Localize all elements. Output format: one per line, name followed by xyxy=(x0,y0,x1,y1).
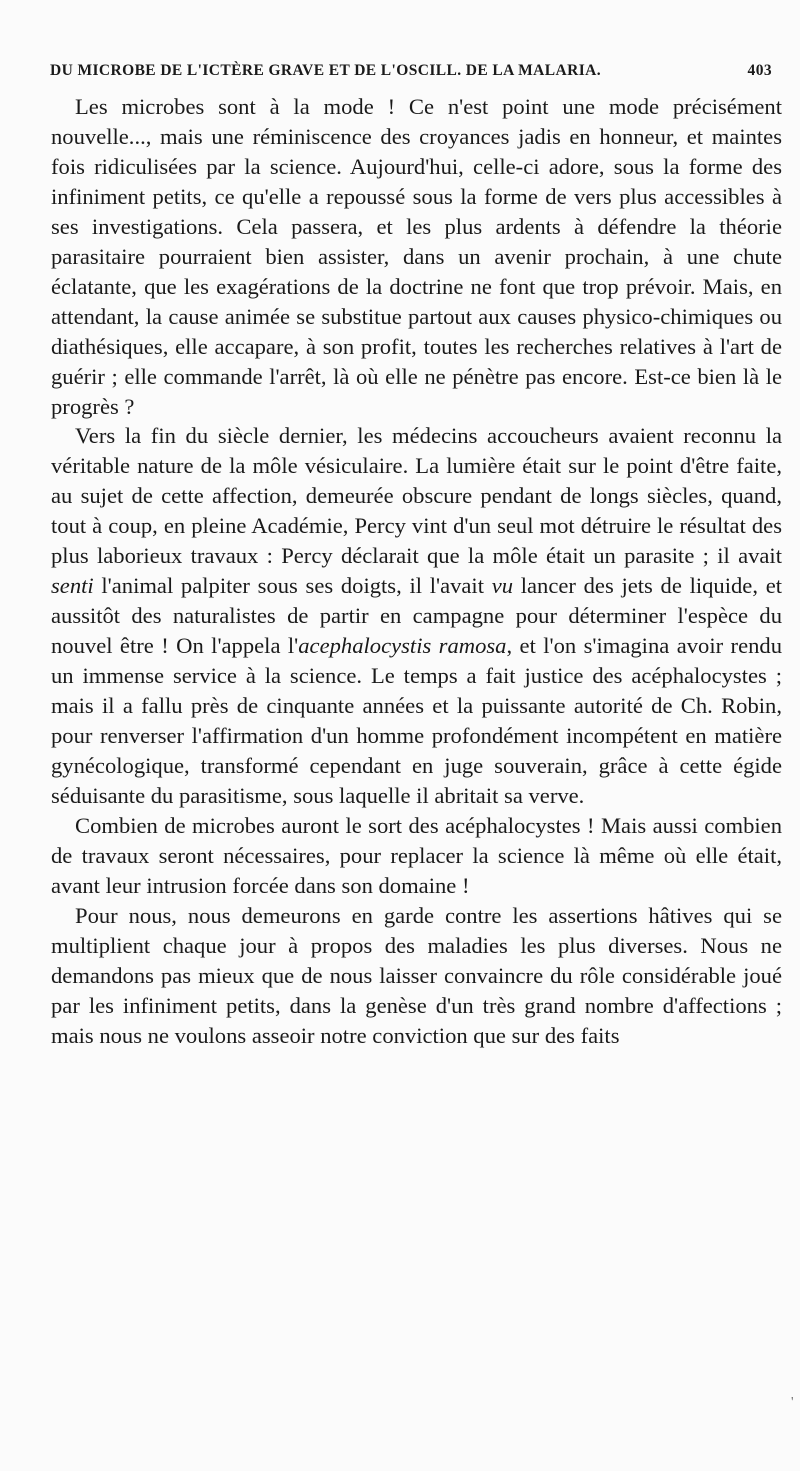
margin-mark: ' xyxy=(791,1395,794,1410)
text-run: Pour nous, nous demeurons en garde contre les assertions hâtives qui se multiplient chaque jour à propos des maladies les plus diverses. Nous ne demandons pas mieux que de nous laisser convaincre du rôle considérable joué par les infiniment petits, dans la genèse d'un très grand nombre d'affections ; mais nous ne voulons asseoir notre conviction que sur des faits xyxy=(51,902,782,1048)
text-run: lancer des jets de liquide, et aussitôt des naturalistes de partir en campagne pour déterminer l'espèce du nouvel être ! On l'appela l' xyxy=(51,573,782,659)
text-run: Les microbes sont à la mode ! Ce n'est point une mode précisément nouvelle..., mais une réminiscence des croyances jadis en honneur, et maintes fois ridiculisées par la science. Aujourd'hui, celle-ci adore, sous la forme des infiniment petits, ce qu'elle a repoussé sous la forme de vers plus accessibles à ses investigations. Cela passera, et les plus ardents à défendre la théorie parasitaire pourraient bien assister, dans un avenir prochain, à une chute éclatante, que les exagérations de la doctrine ne font que trop prévoir. Mais, en attendant, la cause animée se substitue partout aux causes physico-chimiques ou diathésiques, elle accapare, à son profit, toutes les recherches relatives à l'art de guérir ; elle commande l'arrêt, là où elle ne pénètre pas encore. Est-ce bien là le progrès ? xyxy=(51,94,782,419)
italic-text: acephalocystis ramosa xyxy=(298,633,507,659)
paragraph xyxy=(51,811,782,901)
running-title: DU MICROBE DE L'ICTÈRE GRAVE ET DE L'OSCILL. DE LA MALARIA. xyxy=(50,62,601,79)
text-run: Combien de microbes auront le sort des acéphalocystes ! Mais aussi combien de travaux seront nécessaires, pour replacer la science là même où elle était, avant leur intrusion forcée dans son domaine ! xyxy=(51,812,782,898)
text-run: Vers la fin du siècle dernier, les médecins accoucheurs avaient reconnu la véritable nature de la môle vésiculaire. La lumière était sur le point d'être faite, au sujet de cette affection, demeurée obscure pendant de longs siècles, quand, tout à coup, en pleine Académie, Percy vint d'un seul mot détruire le résultat des plus laborieux travaux : Percy déclarait que la môle était un parasite ; il avait xyxy=(51,423,782,569)
paragraph xyxy=(51,421,782,810)
italic-text: vu xyxy=(491,573,514,599)
text-run: , et l'on s'imagina avoir rendu un immense service à la science. Le temps a fait justice des acéphalocystes ; mais il a fallu près de cinquante années et la puissante autorité de Ch. Robin, pour renverser l'affirmation d'un homme profondément incompétent en matière gynécologique, transformé cependant en juge souverain, grâce à cette égide séduisante du parasitisme, sous laquelle il abritait sa verve. xyxy=(51,633,782,808)
running-head xyxy=(50,62,772,86)
paragraph xyxy=(51,92,782,421)
paragraph xyxy=(51,901,782,1051)
text-run: l'animal palpiter sous ses doigts, il l'avait xyxy=(93,573,492,599)
page-number: 403 xyxy=(747,62,772,79)
body-text xyxy=(51,92,782,1051)
italic-text: senti xyxy=(51,573,94,599)
